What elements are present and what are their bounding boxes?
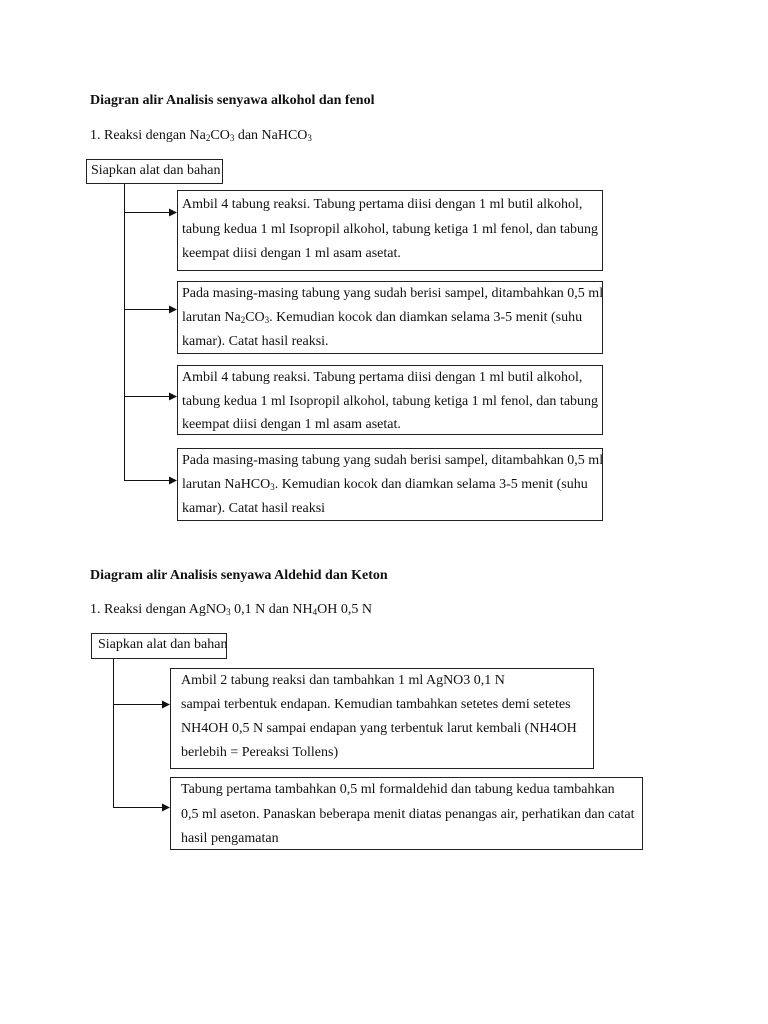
step-text: CO — [245, 310, 265, 325]
step-text-line: sampai terbentuk endapan. Kemudian tambahkan setetes demi setetes — [181, 697, 571, 712]
subtitle-text: 0,1 N dan NH — [230, 602, 313, 617]
step-text-line — [182, 306, 598, 330]
subtitle-text: 1. Reaksi dengan AgNO — [90, 602, 227, 617]
step-text: . Kemudian kocok dan diamkan selama 3-5 menit (suhu — [269, 310, 583, 325]
step-box — [170, 777, 643, 850]
step-text-line: kamar). Catat hasil reaksi — [182, 501, 326, 516]
step-text-line: tabung kedua 1 ml Isopropil alkohol, tabung ketiga 1 ml fenol, dan tabung — [182, 393, 599, 409]
section1-title: Diagran alir Analisis senyawa alkohol dan fenol — [90, 93, 375, 108]
subscript: 3 — [229, 133, 235, 143]
step-text: larutan NaHCO — [182, 477, 271, 492]
section2-title: Diagram alir Analisis senyawa Aldehid dan Keton — [90, 568, 388, 583]
start-box: Siapkan alat dan bahan — [91, 633, 227, 659]
step-box — [170, 668, 594, 769]
subscript: 3 — [264, 315, 270, 325]
step-text-line: Tabung pertama tambahkan 0,5 ml formaldehid dan tabung kedua tambahkan — [181, 782, 615, 797]
step-text-line: 0,5 ml aseton. Panaskan beberapa menit diatas penangas air, perhatikan dan catat — [181, 806, 635, 822]
subtitle-text: 1. Reaksi dengan Na — [90, 128, 206, 143]
step-text: . Kemudian kocok dan diamkan selama 3-5 menit (suhu — [274, 477, 588, 492]
subscript: 4 — [312, 607, 318, 617]
subtitle-text: dan NaHCO — [234, 128, 308, 143]
subscript: 3 — [226, 607, 231, 617]
step-text-line: Pada masing-masing tabung yang sudah berisi sampel, ditambahkan 0,5 ml — [182, 286, 604, 301]
step-box — [177, 281, 603, 354]
step-text-line: kamar). Catat hasil reaksi. — [182, 334, 329, 349]
subscript: 3 — [270, 482, 275, 492]
step-text-line: Ambil 2 tabung reaksi dan tambahkan 1 ml AgNO3 0,1 N — [181, 673, 505, 688]
step-text-line: Ambil 4 tabung reaksi. Tabung pertama diisi dengan 1 ml butil alkohol, — [182, 197, 583, 212]
subscript: 2 — [205, 133, 211, 143]
step-box — [177, 448, 603, 521]
step-text-line: keempat diisi dengan 1 ml asam asetat. — [182, 417, 401, 432]
step-text-line — [182, 473, 598, 497]
step-text-line: Ambil 4 tabung reaksi. Tabung pertama diisi dengan 1 ml butil alkohol, — [182, 370, 583, 385]
subscript: 3 — [307, 133, 312, 143]
step-text-line: Pada masing-masing tabung yang sudah berisi sampel, ditambahkan 0,5 ml — [182, 453, 604, 468]
step-text-line: tabung kedua 1 ml Isopropil alkohol, tabung ketiga 1 ml fenol, dan tabung — [182, 221, 599, 237]
step-text-line: hasil pengamatan — [181, 831, 279, 846]
step-text-line: berlebih = Pereaksi Tollens) — [181, 745, 339, 760]
subscript: 2 — [240, 315, 246, 325]
start-box: Siapkan alat dan bahan — [86, 159, 223, 184]
step-text: larutan Na — [182, 310, 241, 325]
subtitle-text: OH 0,5 N — [317, 602, 372, 617]
step-text-line: keempat diisi dengan 1 ml asam asetat. — [182, 246, 401, 261]
subtitle-text: CO — [210, 128, 230, 143]
step-text-line: NH4OH 0,5 N sampai endapan yang terbentuk larut kembali (NH4OH — [181, 721, 577, 736]
step-box — [177, 190, 603, 271]
step-box — [177, 365, 603, 435]
section2-subtitle — [90, 602, 372, 618]
